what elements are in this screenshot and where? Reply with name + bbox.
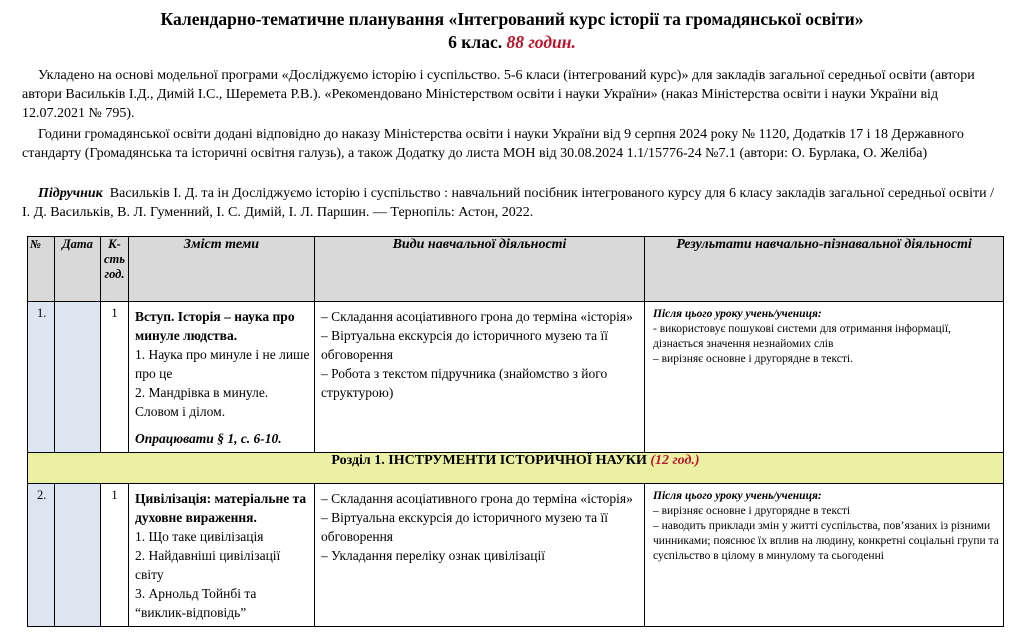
document-subtitle (0, 32, 1024, 53)
section-title: Розділ 1. ІНСТРУМЕНТИ ІСТОРИЧНОЇ НАУКИ (12 год.) (28, 453, 1004, 484)
result-item: – наводить приклади змін у житті суспільства, пов’язаних із різними чинниками; пояснює їх вплив на людину, конкретні соціальні групи та суспільство в цілому в минулому та сьогоденні (653, 520, 999, 562)
activity-item: – Складання асоціативного грона до терміна «історія» (321, 309, 633, 324)
grade-label: 6 клас. (448, 32, 503, 52)
row-hours-cell: 1 (101, 302, 129, 453)
hours-total: 88 годин. (506, 32, 576, 52)
document-title: Календарно-тематичне планування «Інтегрований курс історії та громадянської освіти» (160, 9, 864, 29)
header-hours: К-сть год. (101, 237, 129, 302)
topic-item: 1. Що таке цивілізація (135, 529, 264, 544)
section-hours: (12 год.) (650, 453, 700, 468)
header-topic: Зміст теми (129, 237, 315, 302)
row-num-cell: 1. (28, 302, 55, 453)
activity-item: – Віртуальна екскурсія до історичного музею та її обговорення (321, 328, 609, 362)
topic-task: Опрацювати § 1, с. 6-10. (135, 431, 282, 446)
row-date-cell[interactable] (55, 302, 101, 453)
header-activities: Види навчальної діяльності (315, 237, 645, 302)
row-activities-cell (315, 484, 645, 627)
topic-item: 1. Наука про минуле і не лише про це (135, 347, 310, 381)
row-num-cell: 2. (28, 484, 55, 627)
table-row (28, 484, 1004, 627)
plan-table (27, 236, 1004, 627)
intro-paragraph-program: Укладено на основі модельної програми «Досліджуємо історію і суспільство. 5-6 класи (інтегрований курс)» для закладів загальної середньої освіти (автори автори Васильків І.Д., Димій І.С., Шеремета Р.В.). «Рекомендовано Міністерством освіти і науки України» (наказ Міністерства освіти і науки України від 12.07.2021 № 795). (22, 68, 975, 121)
row-date-cell[interactable] (55, 484, 101, 627)
table-header-row (28, 237, 1004, 302)
result-item: - використовує пошукові системи для отримання інформації, дізнається значення незнайомих слів (653, 323, 951, 350)
activity-item: – Віртуальна екскурсія до історичного музею та її обговорення (321, 510, 609, 544)
results-title: Після цього уроку учень/учениця: (653, 490, 822, 502)
results-title: Після цього уроку учень/учениця: (653, 308, 822, 320)
table-row (28, 302, 1004, 453)
header-num: № (28, 237, 55, 302)
section-row (28, 453, 1004, 484)
topic-item: 3. Арнольд Тойнбі та “виклик-відповідь” (135, 586, 257, 620)
row-results-cell (645, 484, 1004, 627)
topic-title: Вступ. Історія – наука про минуле людства. (135, 309, 295, 343)
topic-item: 2. Мандрівка в минуле. Словом і ділом. (135, 385, 269, 419)
row-hours-cell: 1 (101, 484, 129, 627)
row-results-cell (645, 302, 1004, 453)
topic-title: Цивілізація: матеріальне та духовне вираження. (135, 491, 307, 525)
activity-item: – Робота з текстом підручника (знайомство з його структурою) (321, 366, 608, 400)
result-item: – вирізняє основне і другорядне в тексті (653, 505, 851, 517)
result-item: – вирізняє основне і другорядне в тексті. (653, 353, 853, 365)
header-results: Результати навчально-пізнавальної діяльності (645, 237, 1004, 302)
row-topic-cell (129, 484, 315, 627)
header-date: Дата (55, 237, 101, 302)
intro-paragraph-textbook: Підручник Васильків І. Д. та ін Досліджуємо історію і суспільство : навчальний посібник інтегрованого курсу для 6 класу закладів загальної середньої освіти / І. Д. Васильків, В. Л. Гуменний, І. С. Димій, І. Л. Паршин. — Тернопіль: Астон, 2022. (22, 186, 995, 220)
activity-item: – Укладання переліку ознак цивілізації (321, 548, 545, 563)
row-activities-cell (315, 302, 645, 453)
activity-item: – Складання асоціативного грона до терміна «історія» (321, 491, 633, 506)
topic-item: 2. Найдавніші цивілізації світу (135, 548, 281, 582)
intro-paragraph-civic-hours: Години громадянської освіти додані відповідно до наказу Міністерства освіти і науки України від 9 серпня 2024 року № 1120, Додатків 17 і 18 Державного стандарту (Громадянська та історичні освітня галузь), а також Додатку до листа МОН від 30.08.2024 1.1/15776-24 №7.1 (автори: О. Бурлака, О. Желіба) (22, 127, 964, 161)
textbook-label: Підручник (38, 186, 103, 201)
row-topic-cell (129, 302, 315, 453)
